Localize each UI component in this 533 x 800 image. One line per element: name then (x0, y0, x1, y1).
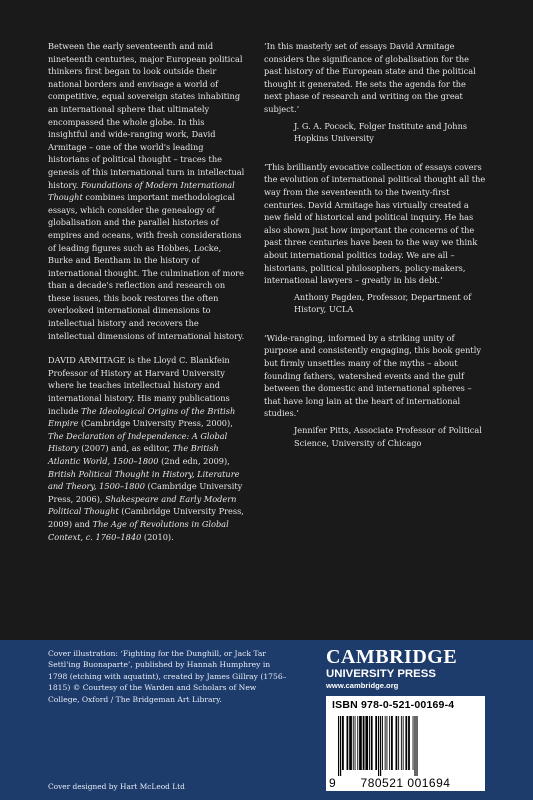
text-segment: (2nd edn, 2009), (158, 456, 230, 466)
cover-illustration-credit: Cover illustration: ‘Fighting for the Dunghill, or Jack Tar Settl'ing Buonaparte’, published by Hannah Humphrey in 1798 (etching with aquatint), created by James Gillray (1756–1815) © Courtesy of the Warden and Scholars of New College, Oxford / The Bridgeman Art Library. (48, 649, 287, 704)
italic-title: The Age of Revolutions in Global Context, c. 1760–1840 (48, 518, 229, 542)
barcode-bar (401, 716, 402, 770)
publisher-url[interactable]: www.cambridge.org (326, 681, 399, 690)
review-quote-2: ‘This brilliantly evocative collection of essays covers the evolution of international political thought all the way from the seventeenth to the twenty-first centuries. David Armitage has virtually created a new field of historical and political inquiry. He has also shown just how important the concerns of the past three centuries have been to the way we think about international politics today. We are all – historians, political philosophers, policy-makers, international lawyers – greatly in his debt.’ (264, 161, 486, 286)
barcode-bar (387, 716, 388, 770)
barcode-bar (369, 716, 370, 770)
barcode-bar (359, 716, 362, 770)
barcode-bar (398, 716, 399, 770)
italic-title: The Ideological Origins of the British Empire (48, 405, 236, 429)
barcode-guard-bar (338, 716, 339, 776)
isbn-label: ISBN 978-0-521-00169-4 (332, 699, 455, 711)
italic-title: The British Atlantic World, 1500–1800 (48, 443, 219, 466)
barcode-guard-bar (380, 716, 381, 776)
barcode-bar (391, 716, 393, 770)
italic-title: Foundations of Modern International Thought (48, 179, 235, 203)
barcode-lead-digit: 9 (329, 776, 336, 790)
text-segment: Between the early seventeenth and mid nineteenth centuries, major European political thinkers first began to look outside their national borders and envisage a world of competitive, equal sovereign states inhabiting an international sphere that ultimately encompassed the whole globe. In this insightful and wide-ranging work, David Armitage – one of the world's leading historians of political thought – traces the genesis of this international turn in intellectual history. (48, 41, 245, 190)
barcode-bar (385, 716, 386, 770)
barcode-bar (405, 716, 407, 770)
text-segment: (2007) and, as editor, (78, 443, 173, 454)
italic-title: Shakespeare and Early Modern Political Thought (48, 493, 237, 517)
text-segment: (2010). (141, 531, 174, 542)
barcode-bar (353, 716, 354, 770)
publisher-band (0, 640, 533, 800)
barcode-bar (382, 716, 383, 770)
review-quote-3: ‘Wide-ranging, informed by a striking unity of purpose and consistently engaging, this book gently but firmly unsettles many of the myths – about founding fathers, watershed events and the gulf between the domestic and international spheres – that have long lain at the heart of international studies.’ (264, 332, 481, 419)
barcode-bar (365, 716, 368, 770)
author-bio (48, 354, 246, 543)
barcode-digits: 780521 001694 (360, 776, 451, 790)
barcode-bar (347, 716, 349, 770)
barcode-bar (375, 716, 377, 770)
barcode-guard-bar (414, 716, 415, 776)
publisher-name: CAMBRIDGE (326, 646, 458, 668)
barcode-bar (396, 716, 398, 770)
review-attribution-2: Anthony Pagden, Professor, Department of History, UCLA (294, 291, 472, 315)
barcode-bar (349, 716, 352, 770)
cover-designer-credit: Cover designed by Hart McLeod Ltd (48, 782, 185, 791)
text-segment: (Cambridge University Press, 2000), (78, 418, 233, 429)
barcode-bar (363, 716, 365, 770)
barcode-bar (403, 716, 404, 770)
text-segment: (Cambridge University Press, 2006), (48, 481, 243, 504)
barcode-guard-bar (416, 716, 417, 776)
text-segment: (Cambridge University Press, 2009) and (48, 506, 244, 529)
italic-title: British Political Thought in History, Literature and Theory, 1500–1800 (48, 468, 240, 492)
barcode-bar (371, 716, 373, 770)
isbn-barcode-box (326, 696, 485, 791)
text-segment: combines important methodological essays, which consider the genealogy of globalisation and the parallel histories of empires and oceans, with fresh considerations of leading figures such as Hobbes, Locke, Burke and Bentham in the history of international thought. The culmination of more than a decade's reflection and research on these issues, this book restores the often overlooked international dimensions to intellectual history and recovers the intellectual dimensions of international history. (48, 192, 245, 341)
publisher-subtitle: UNIVERSITY PRESS (326, 668, 436, 680)
barcode-bar (355, 716, 356, 770)
review-attribution-3: Jennifer Pitts, Associate Professor of Political Science, University of Chicago (294, 425, 482, 448)
left-column (48, 40, 246, 555)
publisher-logo (326, 646, 476, 691)
barcode-bar (357, 716, 358, 770)
text-segment: DAVID ARMITAGE is the Lloyd C. Blankfein Professor of History at Harvard University where he teaches intellectual history and international history. His many publications include (48, 355, 230, 416)
barcode-icon (334, 716, 477, 776)
barcode-bar (389, 716, 390, 770)
review-attribution-1: J. G. A. Pocock, Folger Institute and Johns Hopkins University (294, 120, 468, 144)
italic-title: The Declaration of Independence: A Global History (48, 430, 228, 454)
barcode-guard-bar (340, 716, 341, 776)
barcode-bar (413, 716, 414, 770)
book-description (48, 40, 246, 342)
barcode-guard-bar (378, 716, 379, 776)
barcode-bar (342, 716, 344, 770)
reviews-column (264, 40, 486, 465)
barcode-bar (408, 716, 410, 770)
review-quote-1: ‘In this masterly set of essays David Armitage considers the significance of globalisation for the past history of the European state and the political thought it generated. He sets the agenda for the next phase of research and writing on the great subject.’ (264, 41, 476, 114)
